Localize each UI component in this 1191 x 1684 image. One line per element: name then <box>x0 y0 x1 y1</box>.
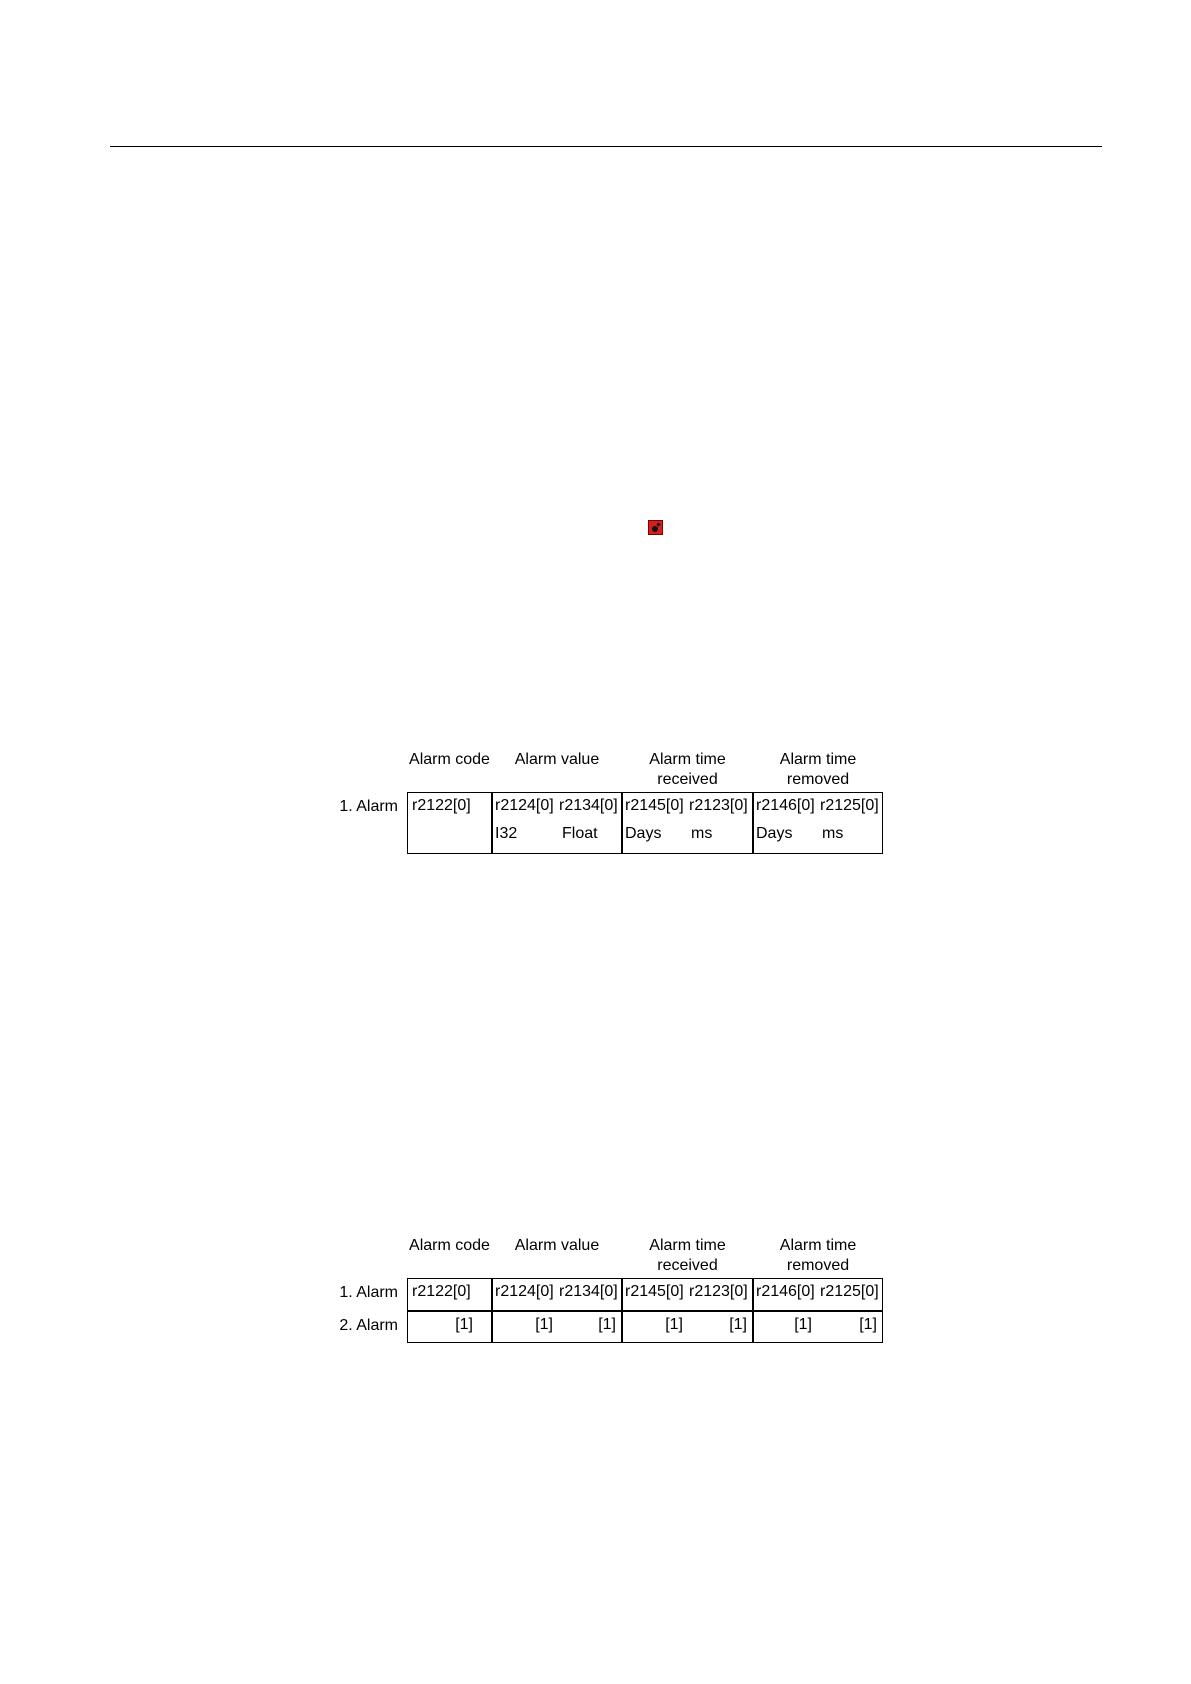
header-time-removed-line2: removed <box>786 1257 850 1274</box>
param-cell: r2123[0] <box>689 1283 748 1300</box>
param-cell: r2134[0] <box>559 797 618 814</box>
param-cell: r2145[0] <box>625 797 684 814</box>
header-time-removed-line1: Alarm time <box>779 751 857 768</box>
index-cell: [1] <box>455 1316 473 1333</box>
type-cell: Float <box>562 825 598 842</box>
header-alarm-value: Alarm value <box>514 1237 600 1254</box>
row-divider <box>408 1310 882 1312</box>
header-alarm-code: Alarm code <box>409 1237 490 1254</box>
param-cell: r2124[0] <box>495 797 554 814</box>
row-label-alarm-1: 1. Alarm <box>339 1284 398 1301</box>
alarm-table-2 <box>407 1278 883 1343</box>
alarm-buffer-diagram-2 <box>330 1228 890 1348</box>
header-alarm-value: Alarm value <box>514 751 600 768</box>
type-cell: I32 <box>495 825 518 842</box>
header-rule <box>110 146 1102 147</box>
index-cell: [1] <box>859 1316 877 1333</box>
param-cell: r2122[0] <box>412 797 471 814</box>
param-cell: r2123[0] <box>689 797 748 814</box>
header-time-received-line1: Alarm time <box>649 1237 726 1254</box>
header-time-received-line2: received <box>657 1257 718 1274</box>
type-cell: Days <box>625 825 662 842</box>
alarm-buffer-diagram-1 <box>330 742 890 862</box>
header-time-removed-line1: Alarm time <box>779 1237 857 1254</box>
param-cell: r2125[0] <box>820 1283 879 1300</box>
warning-icon <box>648 520 663 535</box>
alarm-table-1 <box>407 792 883 854</box>
index-cell: [1] <box>794 1316 812 1333</box>
param-cell: r2146[0] <box>756 1283 815 1300</box>
header-alarm-code: Alarm code <box>409 751 490 768</box>
header-time-received-line2: received <box>657 771 718 788</box>
header-time-received-line1: Alarm time <box>649 751 726 768</box>
type-cell: ms <box>691 825 713 842</box>
type-cell: ms <box>822 825 844 842</box>
type-cell: Days <box>756 825 793 842</box>
index-cell: [1] <box>665 1316 683 1333</box>
param-cell: r2134[0] <box>559 1283 618 1300</box>
index-cell: [1] <box>535 1316 553 1333</box>
header-time-removed-line2: removed <box>786 771 850 788</box>
param-cell: r2125[0] <box>820 797 879 814</box>
param-cell: r2145[0] <box>625 1283 684 1300</box>
param-cell: r2146[0] <box>756 797 815 814</box>
index-cell: [1] <box>598 1316 616 1333</box>
column-divider <box>752 793 754 853</box>
row-label-alarm-2: 2. Alarm <box>339 1317 398 1334</box>
param-cell: r2122[0] <box>412 1283 471 1300</box>
column-divider <box>491 793 493 853</box>
column-divider <box>621 793 623 853</box>
index-cell: [1] <box>729 1316 747 1333</box>
row-label-alarm-1: 1. Alarm <box>339 798 398 815</box>
param-cell: r2124[0] <box>495 1283 554 1300</box>
